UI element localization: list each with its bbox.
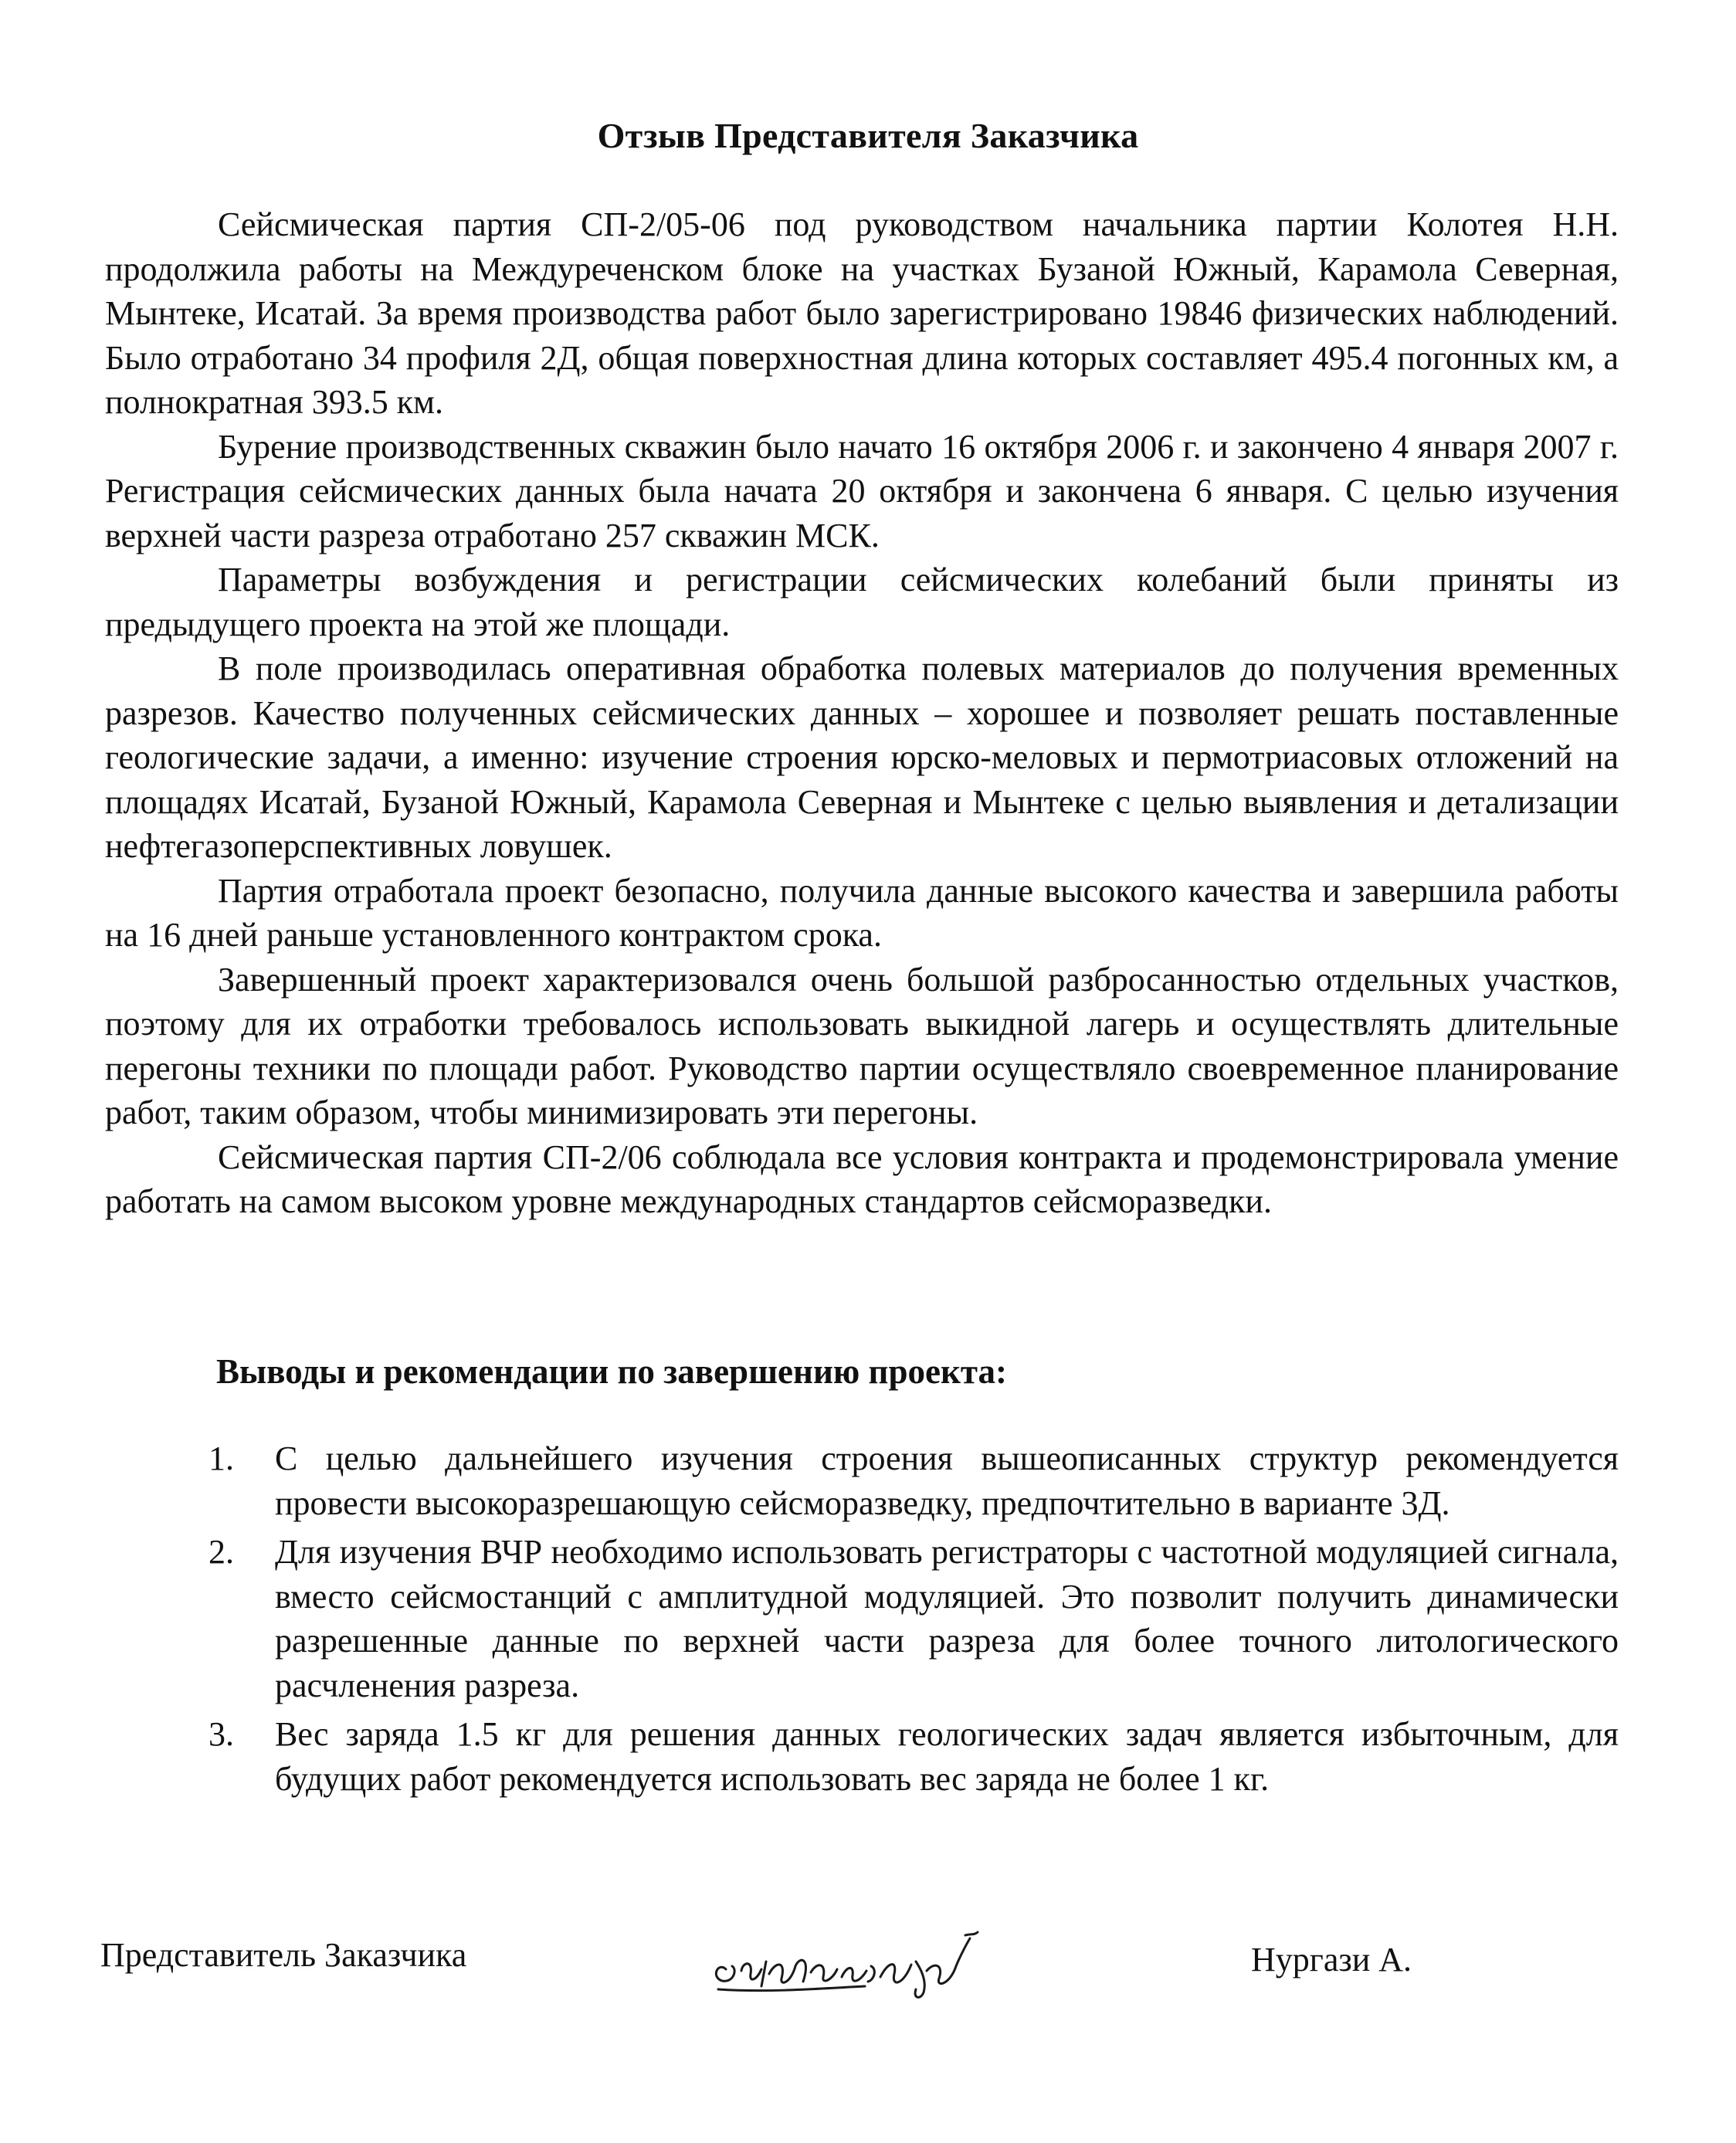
signatory-role: Представитель Заказчика (100, 1936, 467, 1974)
paragraph: Сейсмическая партия СП-2/05-06 под руководством начальника партии Колотея Н.Н. продолжила работы на Междуреченском блоке на участках Бузаной Южный, Карамола Северная, Мынтеке, Исатай. За время производства работ было зарегистрировано 19846 физических наблюдений. Было отработано 34 профиля 2Д, общая поверхностная длина которых составляет 495.4 погонных км, а полнократная 393.5 км. (105, 205, 1619, 421)
recommendation-item (209, 1712, 1619, 1801)
recommendation-text: Для изучения ВЧР необходимо использовать регистраторы с частотной модуляцией сигнала, вместо сейсмостанций с амплитудной модуляцией. Это позволит получить динамически разрешенные данные по верхней части разреза для более точного литологического расчленения разреза. (275, 1533, 1619, 1704)
paragraph: Бурение производственных скважин было начато 16 октября 2006 г. и закончено 4 января 2007 г. Регистрация сейсмических данных была начата 20 октября и закончена 6 января. С целью изучения верхней части разреза отработано 257 скважин МСК. (105, 427, 1619, 554)
document-body (105, 202, 1619, 1224)
recommendation-number: 2. (209, 1533, 234, 1571)
handwritten-signature (695, 1915, 1066, 2008)
conclusions-heading: Выводы и рекомендации по завершению проекта: (216, 1352, 1008, 1391)
recommendation-text: Вес заряда 1.5 кг для решения данных геологических задач является избыточным, для будущих работ рекомендуется использовать вес заряда не более 1 кг. (275, 1715, 1619, 1798)
paragraph: Параметры возбуждения и регистрации сейсмических колебаний были приняты из предыдущего проекта на этой же площади. (105, 561, 1619, 643)
paragraph: Сейсмическая партия СП-2/06 соблюдала все условия контракта и продемонстрировала умение работать на самом высоком уровне международных стандартов сейсморазведки. (105, 1138, 1619, 1220)
recommendation-item (209, 1436, 1619, 1525)
paragraph: Партия отработала проект безопасно, получила данные высокого качества и завершила работы на 16 дней раньше установленного контрактом срока. (105, 871, 1619, 954)
recommendation-text: С целью дальнейшего изучения строения вышеописанных структур рекомендуется провести высокоразрешающую сейсморазведку, предпочтительно в варианте 3Д. (275, 1439, 1619, 1522)
recommendation-item (209, 1530, 1619, 1707)
document-title: Отзыв Представителя Заказчика (597, 116, 1139, 155)
recommendation-number: 3. (209, 1715, 234, 1753)
recommendation-number: 1. (209, 1439, 234, 1477)
paragraph: В поле производилась оперативная обработка полевых материалов до получения временных разрезов. Качество полученных сейсмических данных – хорошее и позволяет решать поставленные геологические задачи, а именно: изучение строения юрско-меловых и пермотриасовых отложений на площадях Исатай, Бузаной Южный, Карамола Северная и Мынтеке с целью выявления и детализации нефтегазоперспективных ловушек. (105, 649, 1619, 865)
recommendations-list (209, 1436, 1619, 1806)
signature-block (0, 1915, 1736, 2016)
paragraph: Завершенный проект характеризовался очень большой разбросанностью отдельных участков, поэтому для их отработки требовалось использовать выкидной лагерь и осуществлять длительные перегоны техники по площади работ. Руководство партии осуществляло своевременное планирование работ, таким образом, чтобы минимизировать эти перегоны. (105, 960, 1619, 1131)
signatory-name: Нургази А. (1251, 1941, 1412, 1979)
